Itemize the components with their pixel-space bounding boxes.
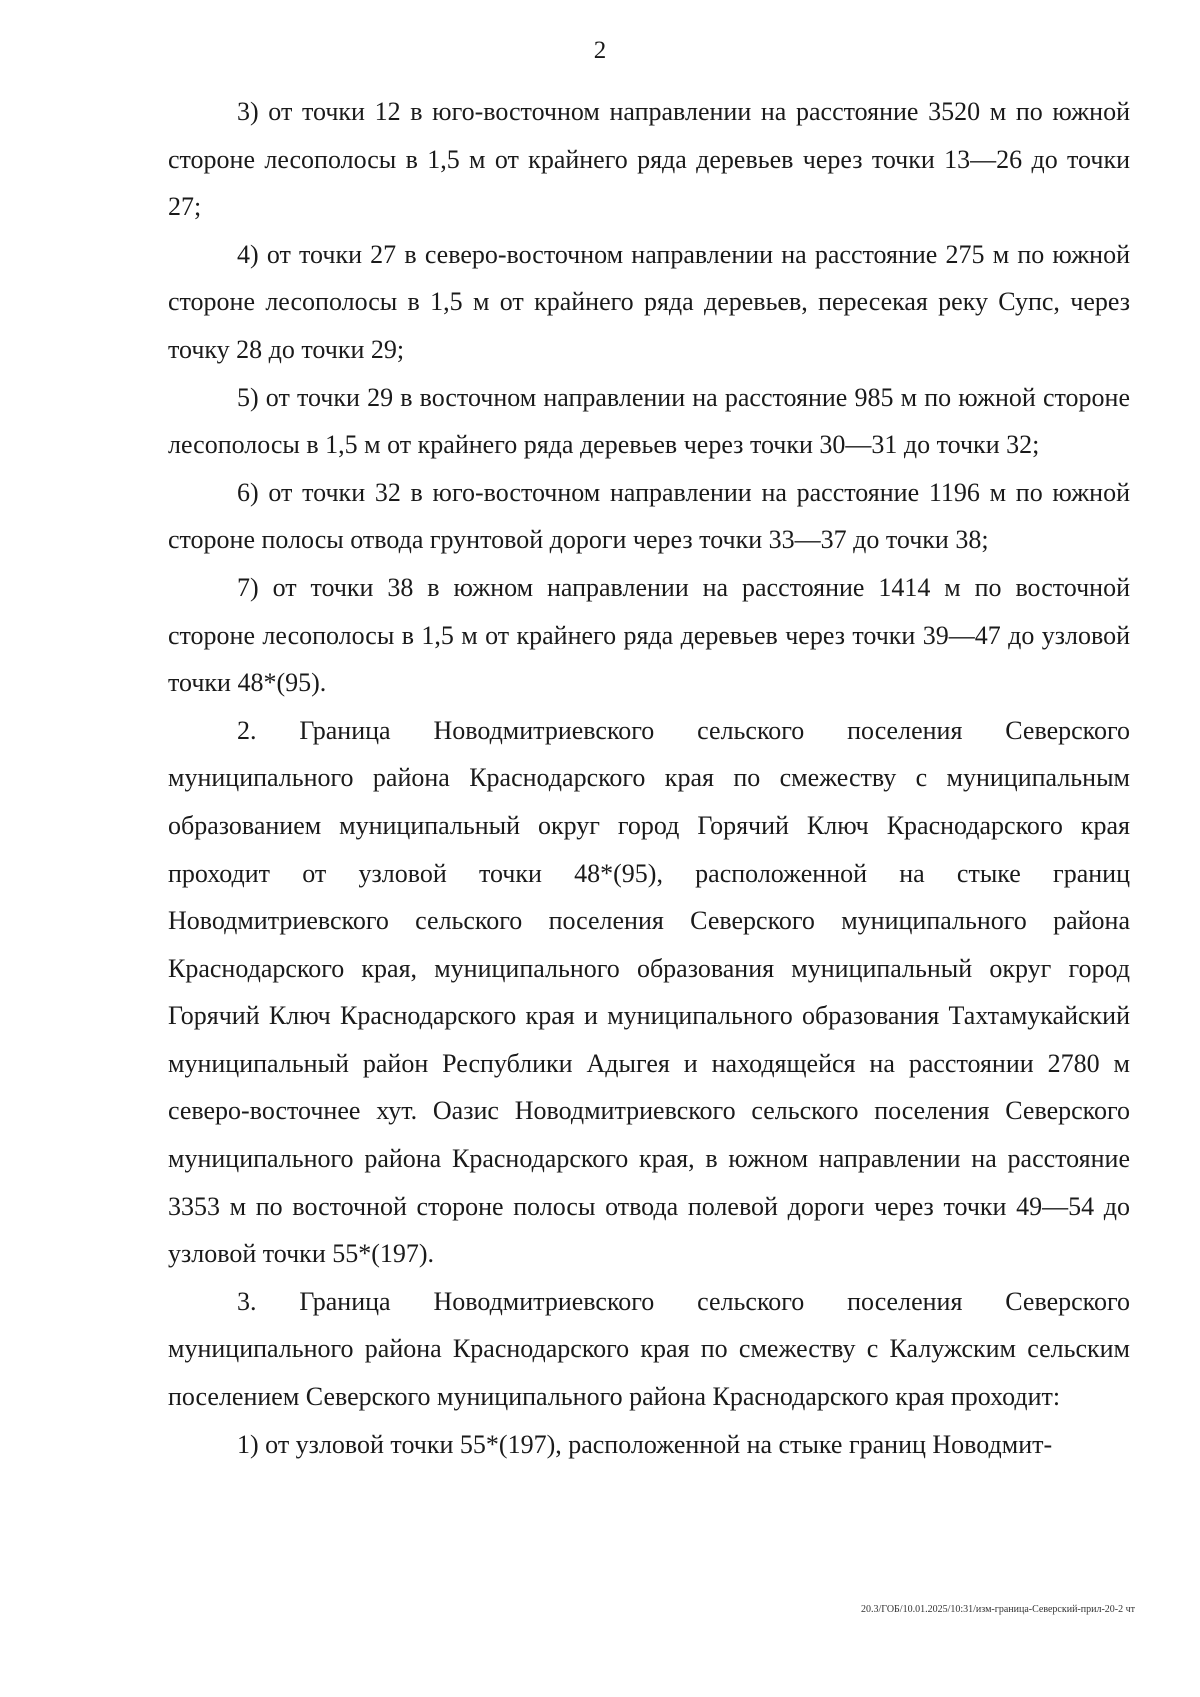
paragraph-item-5: 5) от точки 29 в восточном направлении на расстояние 985 м по южной стороне лесополосы в 1,5 м от крайнего ряда деревьев через точки 30—31 до точки 32; (168, 382, 1130, 460)
paragraph-section-2: 2. Граница Новодмитриевского сельского поселения Северского муниципального района Краснодарского края по смежеству с муниципальным образованием муниципальный округ город Горячий Ключ Краснодарского края проходит от узловой точки 48*(95), расположенной на стыке границ Новодмитриевского сельского поселения Северского муниципального района Краснодарского края, муниципального образования муниципальный округ город Горячий Ключ Краснодарского края и муниципального образования Тахтамукайский муниципальный район Республики Адыгея и находящейся на расстоянии 2780 м северо-восточнее хут. Оазис Новодмитриевского сельского поселения Северского муниципального района Краснодарского края, в южном направлении на расстояние 3353 м по восточной стороне полосы отвода полевой дороги через точки 49—54 до узловой точки 55*(197). (168, 715, 1130, 1269)
paragraph-item-3: 3) от точки 12 в юго-восточном направлении на расстояние 3520 м по южной стороне лесополосы в 1,5 м от крайнего ряда деревьев через точки 13—26 до точки 27; (168, 97, 1130, 222)
paragraph-item-6: 6) от точки 32 в юго-восточном направлении на расстояние 1196 м по южной стороне полосы отвода грунтовой дороги через точки 33—37 до точки 38; (168, 477, 1130, 555)
paragraph-section-3: 3. Граница Новодмитриевского сельского поселения Северского муниципального района Краснодарского края по смежеству с Калужским сельским поселением Северского муниципального района Краснодарского края проходит: (168, 1286, 1130, 1412)
document-footer-code: 20.3/ГОБ/10.01.2025/10:31/изм-граница-Северский-прил-20-2 чт (861, 1604, 1135, 1615)
paragraph-item-1: 1) от узловой точки 55*(197), расположенной на стыке границ Новодмит- (237, 1429, 1053, 1459)
page-number: 2 (593, 37, 607, 64)
paragraph-item-7: 7) от точки 38 в южном направлении на расстояние 1414 м по восточной стороне лесополосы в 1,5 м от крайнего ряда деревьев через точки 39—47 до узловой точки 48*(95). (168, 572, 1130, 698)
paragraph-item-4: 4) от точки 27 в северо-восточном направлении на расстояние 275 м по южной стороне лесополосы в 1,5 м от крайнего ряда деревьев, пересекая реку Супс, через точку 28 до точки 29; (168, 239, 1130, 364)
document-body (168, 88, 1130, 1468)
